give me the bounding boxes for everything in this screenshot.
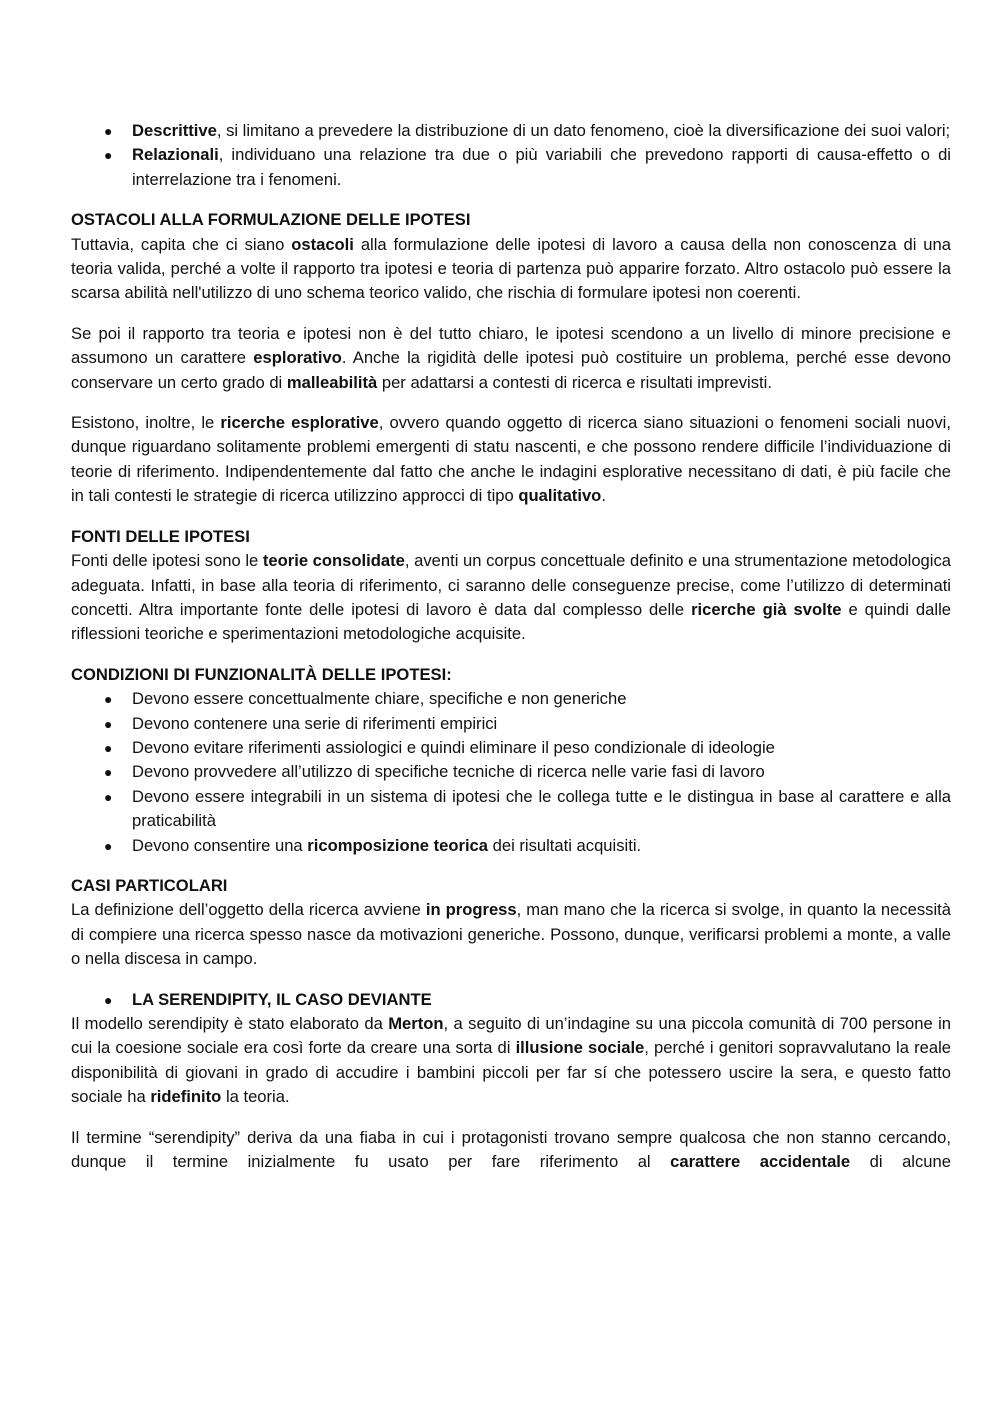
section-serendipity <box>71 988 951 1175</box>
section-fonti <box>71 525 951 647</box>
paragraph: Il modello serendipity è stato elaborato da Merton, a seguito di un’indagine su una piccola comunità di 700 persone in cui la coesione sociale era così forte da creare una sorta di illusione sociale, perché i genitori sopravvalutano la reale disponibilità di giovani in grado di accudire i bambini piccoli per far sí che potessero uscire la sera, e questo fatto sociale ha ridefinito la teoria. <box>71 1014 951 1107</box>
section-casi <box>71 874 951 972</box>
section-heading: CASI PARTICOLARI <box>71 875 228 895</box>
types-list <box>71 119 951 192</box>
paragraph: Il termine “serendipity” deriva da una fiaba in cui i protagonisti trovano sempre qualcosa che non stanno cercando, dunque il termine inizialmente fu usato per fare riferimento al carattere accidentale di alcune <box>71 1127 951 1172</box>
bullet-icon: ● <box>104 691 113 708</box>
document-body <box>71 119 951 1174</box>
list-item: ● Devono evitare riferimenti assiologici e quindi eliminare il peso condizionale di ideologie <box>71 736 951 760</box>
list-item: ● Devono provvedere all’utilizzo di specifiche tecniche di ricerca nelle varie fasi di lavoro <box>71 760 951 784</box>
bullet-icon: ● <box>104 788 113 805</box>
section-condizioni <box>71 663 951 858</box>
list-item <box>71 119 951 143</box>
list-item <box>71 988 951 1012</box>
paragraph: Fonti delle ipotesi sono le teorie consolidate, aventi un corpus concettuale definito e una strumentazione metodologica adeguata. Infatti, in base alla teoria di riferimento, ci saranno delle conseguenze precise, come l’utilizzo di determinati concetti. Altra importante fonte delle ipotesi di lavoro è data dal complesso delle ricerche già svolte e quindi dalle riflessioni teoriche e sperimentazioni metodologiche acquisite. <box>71 551 951 644</box>
bullet-icon: ● <box>104 837 113 854</box>
list-item <box>71 143 951 192</box>
bullet-icon: ● <box>104 764 113 781</box>
section-heading: LA SERENDIPITY, IL CASO DEVIANTE <box>132 989 432 1009</box>
list-item-text: , individuano una relazione tra due o più variabili che prevedono rapporti di causa-effetto o di interrelazione tra i fenomeni. <box>132 145 951 189</box>
list-item: ● Devono essere integrabili in un sistema di ipotesi che le collega tutte e le distingua in base al carattere e alla praticabilità <box>104 786 951 831</box>
serendipity-heading-list <box>71 988 951 1012</box>
list-item-text: , si limitano a prevedere la distribuzione di un dato fenomeno, cioè la diversificazione dei suoi valori; <box>216 121 951 140</box>
list-item: ● Devono consentire una ricomposizione teorica dei risultati acquisiti. <box>71 834 951 858</box>
section-ostacoli <box>71 208 951 508</box>
term-bold: Descrittive <box>132 121 217 140</box>
bullet-icon: ● <box>104 991 113 1008</box>
bullet-icon: ● <box>104 123 113 139</box>
section-heading: FONTI DELLE IPOTESI <box>71 526 250 546</box>
term-bold: Relazionali <box>132 145 219 165</box>
list-item: ● Devono contenere una serie di riferimenti empirici <box>71 712 951 736</box>
bullet-icon: ● <box>104 147 113 164</box>
paragraph: Se poi il rapporto tra teoria e ipotesi non è del tutto chiaro, le ipotesi scendono a un livello di minore precisione e assumono un carattere esplorativo. Anche la rigidità delle ipotesi può costituire un problema, perché esse devono conservare un certo grado di malleabilità per adattarsi a contesti di ricerca e risultati imprevisti. <box>71 323 952 392</box>
list-item: ● Devono essere concettualmente chiare, specifiche e non generiche <box>71 687 951 711</box>
section-heading: OSTACOLI ALLA FORMULAZIONE DELLE IPOTESI <box>71 210 471 230</box>
conditions-list <box>71 687 951 858</box>
paragraph: La definizione dell’oggetto della ricerca avviene in progress, man mano che la ricerca si svolge, in quanto la necessità di compiere una ricerca spesso nasce da motivazioni generiche. Possono, dunque, verificarsi problemi a monte, a valle o nella discesa in campo. <box>71 900 951 969</box>
bullet-icon: ● <box>104 739 113 756</box>
bullet-icon: ● <box>104 715 113 732</box>
paragraph: Tuttavia, capita che ci siano ostacoli alla formulazione delle ipotesi di lavoro a causa della non conoscenza di una teoria valida, perché a volte il rapporto tra ipotesi e teoria di partenza può apparire forzato. Altro ostacolo può essere la scarsa abilità nell'utilizzo di uno schema teorico valido, che rischia di formulare ipotesi non coerenti. <box>71 234 951 303</box>
section-heading: CONDIZIONI DI FUNZIONALITÀ DELLE IPOTESI: <box>71 664 452 684</box>
paragraph: Esistono, inoltre, le ricerche esplorative, ovvero quando oggetto di ricerca siano situazioni o fenomeni sociali nuovi, dunque riguardano solitamente problemi emergenti di statu nascenti, e che possono rendere difficile l’individuazione di teorie di riferimento. Indipendentemente dal fatto che anche le indagini esplorative necessitano di dati, è più facile che in tali contesti le strategie di ricerca utilizzino approcci di tipo qualitativo. <box>71 413 951 506</box>
